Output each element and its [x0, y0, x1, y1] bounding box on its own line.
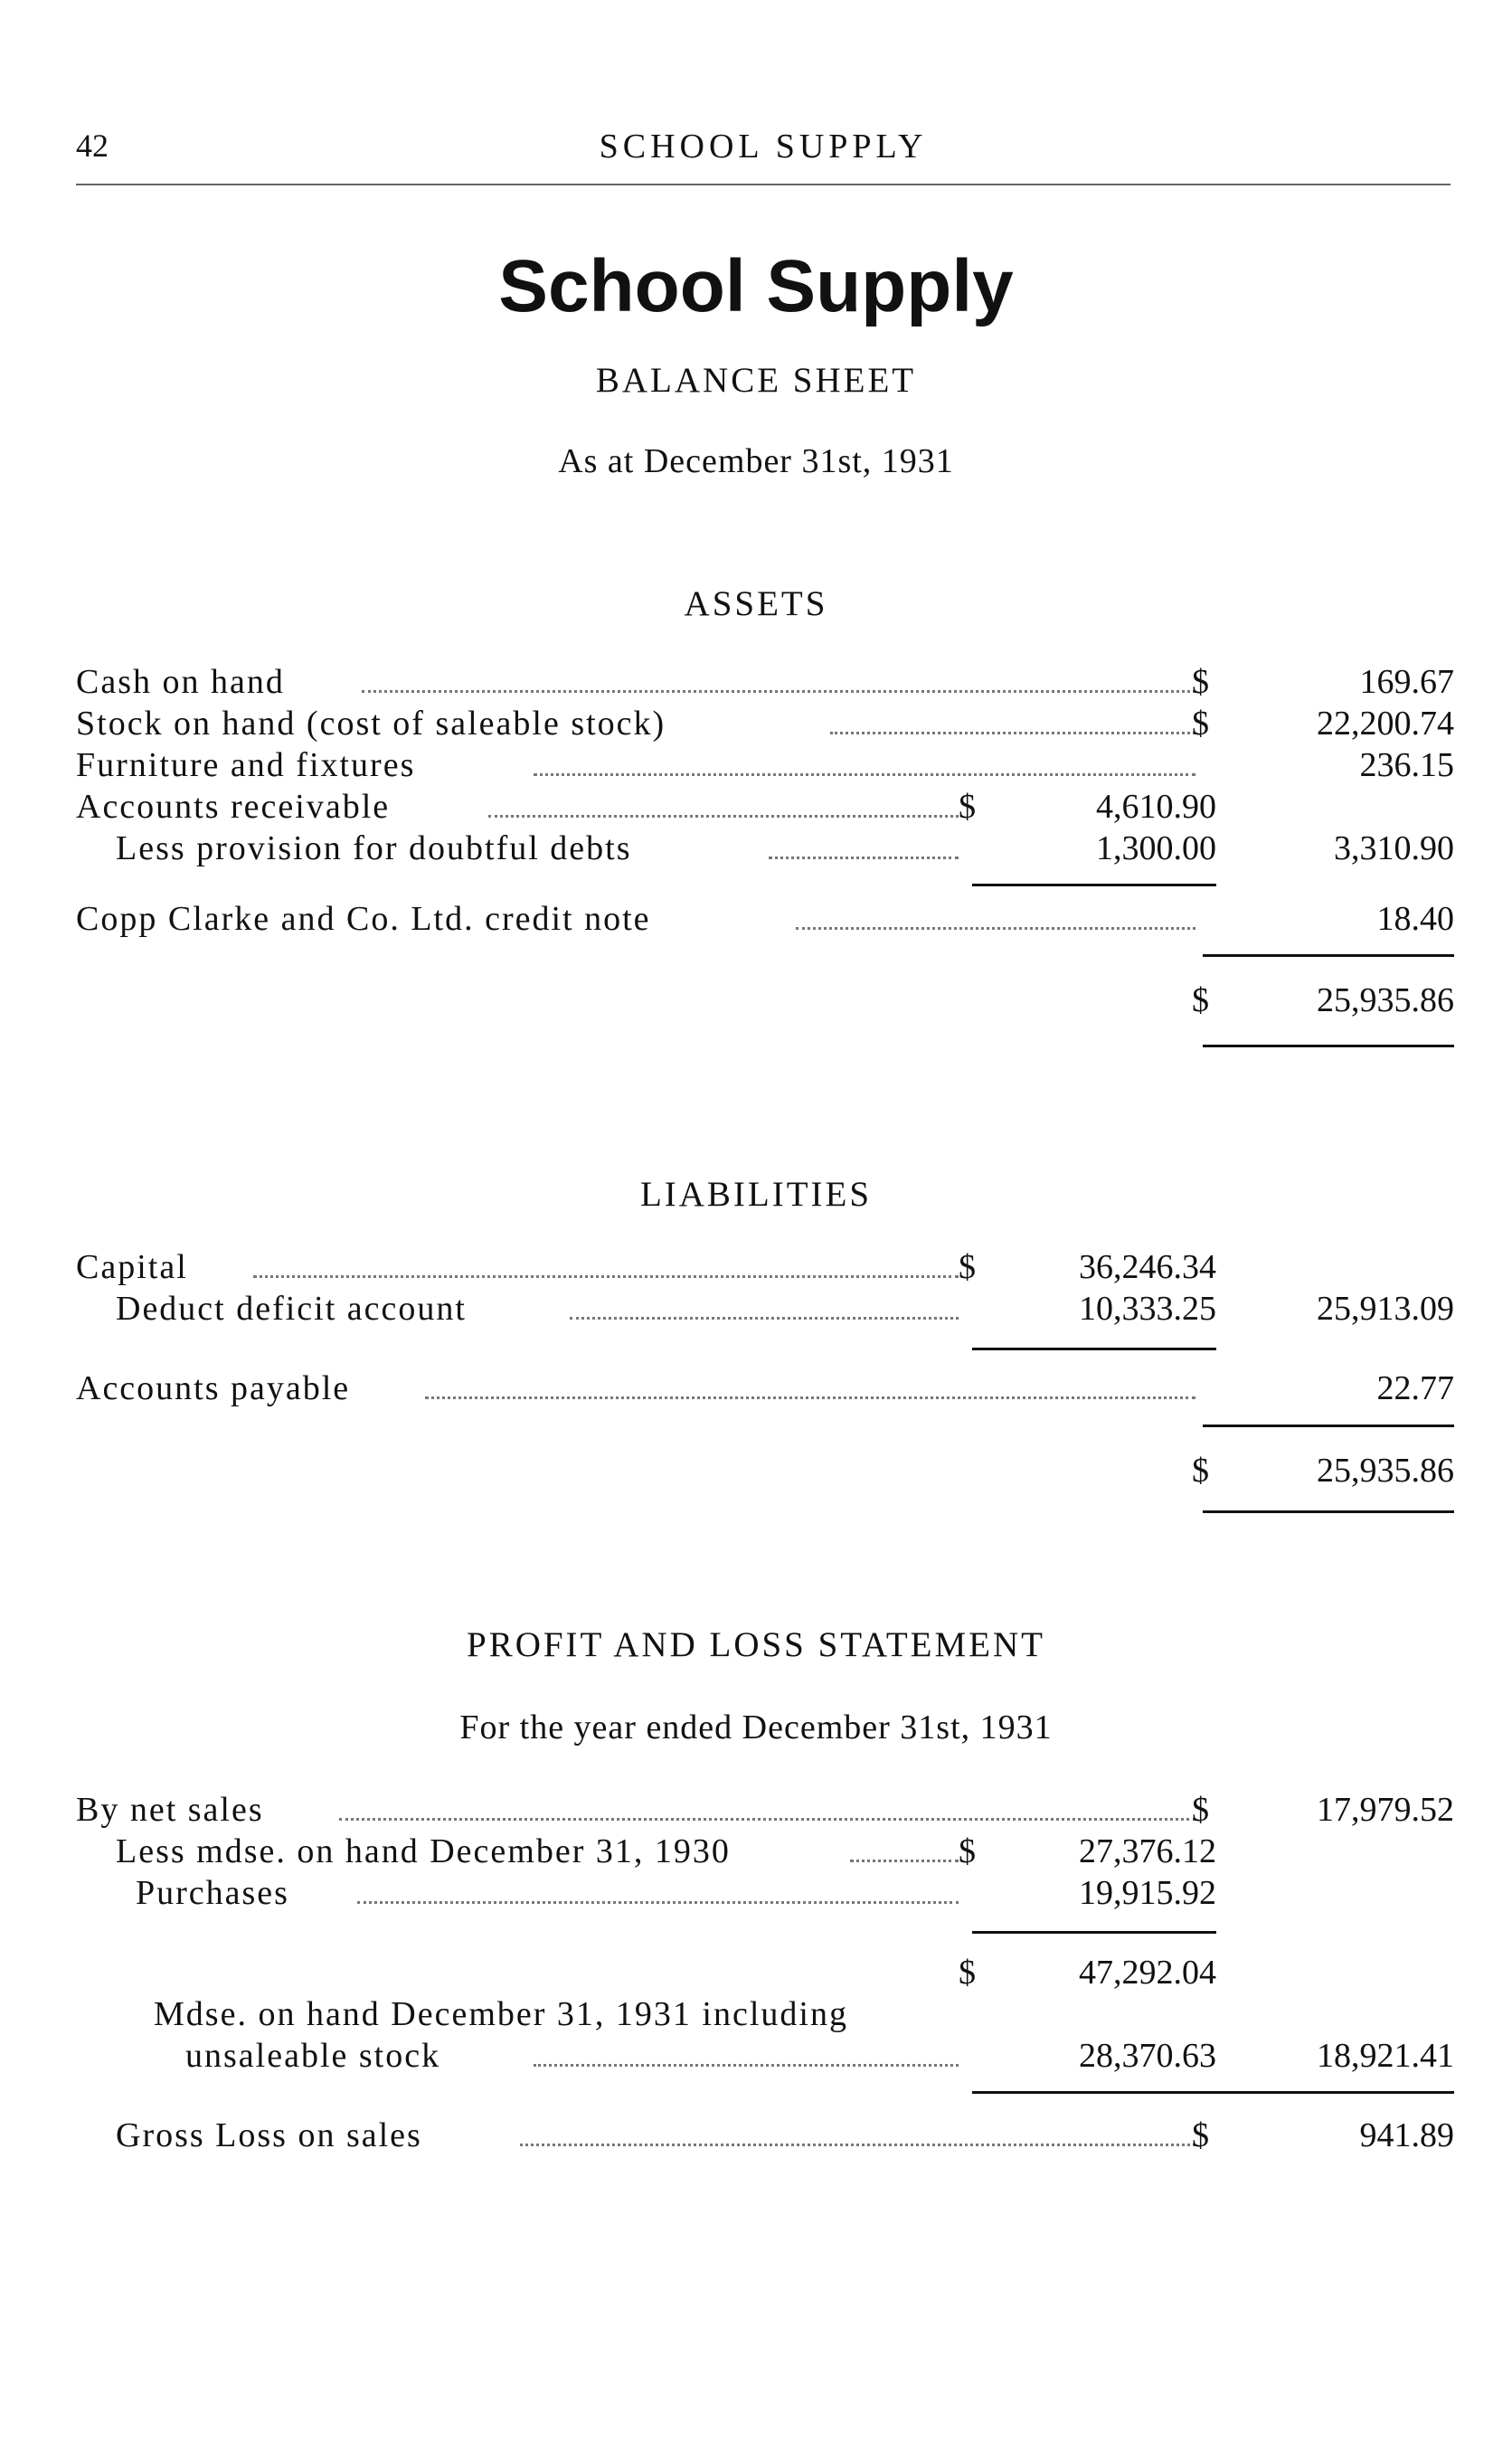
- dot-leader: [830, 732, 1195, 734]
- subtotal-rule: [972, 884, 1216, 886]
- liabilities-deficit-row: [0, 1288, 1512, 1330]
- liabilities-payable-row: [0, 1368, 1512, 1409]
- dot-leader: [570, 1317, 959, 1320]
- amount-value: 941.89: [1359, 2116, 1454, 2154]
- row-label: unsaleable stock: [185, 2037, 441, 2075]
- total-rule: [1203, 2091, 1454, 2094]
- pl-mdse-1931-row-cont: [0, 2035, 1512, 2077]
- balance-sheet-subtitle: BALANCE SHEET: [595, 361, 917, 400]
- row-label: Furniture and fixtures: [76, 746, 416, 784]
- pl-net-sales-row: [0, 1789, 1512, 1831]
- row-label: Accounts receivable: [76, 788, 391, 826]
- currency-sign: $: [959, 1832, 976, 1870]
- dot-leader: [796, 927, 1195, 930]
- assets-credit-note-row: [0, 898, 1512, 940]
- amount-value: 27,376.12: [1079, 1832, 1216, 1870]
- dot-leader: [534, 773, 1195, 776]
- amount-value: 10,333.25: [1079, 1290, 1216, 1328]
- row-label: Purchases: [136, 1874, 289, 1912]
- balance-sheet-date: As at December 31st, 1931: [558, 442, 954, 480]
- subtotal-rule: [972, 2091, 1216, 2094]
- total-rule: [1203, 1424, 1454, 1427]
- row-label: Less mdse. on hand December 31, 1930: [116, 1832, 731, 1870]
- amount-value: 4,610.90: [1096, 788, 1216, 826]
- dot-leader: [425, 1396, 1195, 1399]
- row-label: Accounts payable: [76, 1369, 351, 1407]
- dot-leader: [357, 1901, 959, 1904]
- row-label: By net sales: [76, 1791, 264, 1829]
- liabilities-heading: LIABILITIES: [639, 1175, 873, 1214]
- assets-stock-row: [0, 703, 1512, 744]
- dot-leader: [253, 1275, 959, 1278]
- assets-furniture-row: [0, 744, 1512, 786]
- amount-value: 169.67: [1359, 663, 1454, 701]
- subtotal-rule: [972, 1931, 1216, 1934]
- assets-cash-row: [0, 661, 1512, 703]
- row-label: Stock on hand (cost of saleable stock): [76, 705, 666, 743]
- pl-purchases-row: [0, 1872, 1512, 1914]
- amount-value: 18.40: [1376, 900, 1454, 938]
- assets-total-row: [0, 980, 1512, 1021]
- currency-sign: $: [1192, 2116, 1209, 2154]
- assets-provision-row: [0, 828, 1512, 869]
- amount-value: 25,935.86: [1317, 981, 1454, 1019]
- header-rule: [76, 184, 1451, 185]
- currency-sign: $: [959, 1954, 976, 1992]
- dot-leader: [534, 2064, 959, 2067]
- currency-sign: $: [1192, 1791, 1209, 1829]
- amount-value: 28,370.63: [1079, 2037, 1216, 2075]
- currency-sign: $: [1192, 705, 1209, 743]
- amount-value: 36,246.34: [1079, 1248, 1216, 1286]
- currency-sign: $: [959, 788, 976, 826]
- dot-leader: [362, 690, 1195, 693]
- currency-sign: $: [1192, 981, 1209, 1019]
- amount-value: 22.77: [1376, 1369, 1454, 1407]
- liabilities-total-row: [0, 1450, 1512, 1491]
- pl-gross-loss-row: [0, 2115, 1512, 2156]
- pl-mdse-1931-row: [0, 1993, 1512, 2035]
- total-double-rule: [1203, 1045, 1454, 1047]
- dot-leader: [488, 815, 959, 818]
- currency-sign: $: [959, 1248, 976, 1286]
- net-amount-value: 3,310.90: [1334, 829, 1454, 867]
- profit-loss-heading: PROFIT AND LOSS STATEMENT: [467, 1625, 1045, 1664]
- row-label: Less provision for doubtful debts: [116, 829, 632, 867]
- amount-value: 1,300.00: [1096, 829, 1216, 867]
- amount-value: 22,200.74: [1317, 705, 1454, 743]
- amount-value: 17,979.52: [1317, 1791, 1454, 1829]
- net-amount-value: 18,921.41: [1317, 2037, 1454, 2075]
- assets-receivable-row: [0, 786, 1512, 828]
- amount-value: 47,292.04: [1079, 1954, 1216, 1992]
- dot-leader: [850, 1860, 959, 1862]
- row-label: Cash on hand: [76, 663, 285, 701]
- dot-leader: [339, 1818, 1195, 1821]
- row-label: Gross Loss on sales: [116, 2116, 422, 2154]
- net-amount-value: 25,913.09: [1317, 1290, 1454, 1328]
- page-title: School Supply: [498, 245, 1014, 327]
- currency-sign: $: [1192, 663, 1209, 701]
- liabilities-capital-row: [0, 1246, 1512, 1288]
- dot-leader: [520, 2144, 1195, 2146]
- total-double-rule: [1203, 1510, 1454, 1513]
- running-title: SCHOOL SUPPLY: [599, 128, 928, 166]
- amount-value: 25,935.86: [1317, 1452, 1454, 1490]
- row-label: Deduct deficit account: [116, 1290, 467, 1328]
- assets-heading: ASSETS: [684, 584, 828, 623]
- dot-leader: [769, 857, 959, 859]
- profit-loss-period: For the year ended December 31st, 1931: [459, 1708, 1053, 1746]
- currency-sign: $: [1192, 1452, 1209, 1490]
- amount-value: 19,915.92: [1079, 1874, 1216, 1912]
- pl-mdse-1930-row: [0, 1831, 1512, 1872]
- row-label: Copp Clarke and Co. Ltd. credit note: [76, 900, 651, 938]
- total-rule: [1203, 954, 1454, 957]
- running-head: [76, 127, 1451, 181]
- subtotal-rule: [972, 1348, 1216, 1350]
- row-label: Capital: [76, 1248, 188, 1286]
- page-number: 42: [76, 128, 109, 164]
- row-label: Mdse. on hand December 31, 1931 including: [154, 1995, 848, 2033]
- amount-value: 236.15: [1359, 746, 1454, 784]
- pl-subtotal-row: [0, 1952, 1512, 1993]
